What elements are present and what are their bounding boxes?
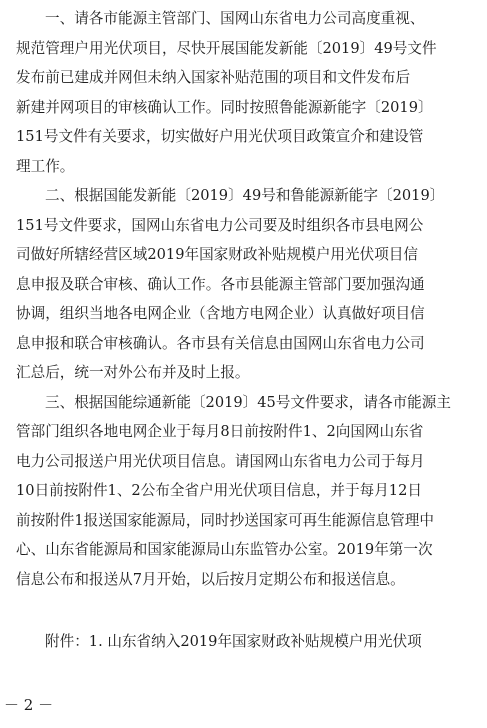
paragraph-1-line-6: 理工作。: [16, 158, 75, 175]
attachment-line: 附件：1. 山东省纳入2019年国家财政补贴规模户用光伏项: [45, 633, 422, 650]
paragraph-2-line-2: 151号文件要求，国网山东省电力公司要及时组织各市县电网公: [16, 217, 424, 234]
paragraph-3-line-4: 10日前按附件1、2公布全省户用光伏项目信息，并于每月12日: [16, 482, 422, 499]
paragraph-1-line-1: 一、请各市能源主管部门、国网山东省电力公司高度重视、: [45, 10, 425, 27]
paragraph-1-line-2: 规范管理户用光伏项目，尽快开展国能发新能〔2019〕49号文件: [16, 40, 437, 57]
paragraph-2-line-4: 息申报及联合审核、确认工作。各市县能源主管部门要加强沟通: [16, 276, 425, 293]
paragraph-3-line-5: 前按附件1报送国家能源局，同时抄送国家可再生能源信息管理中: [16, 512, 434, 529]
paragraph-2-line-3: 司做好所辖经营区域2019年国家财政补贴规模户用光伏项目信: [16, 246, 418, 263]
paragraph-3-line-2: 管部门组织各地电网企业于每月8日前按附件1、2向国网山东省: [16, 423, 424, 440]
paragraph-3-line-1: 三、根据国能综通新能〔2019〕45号文件要求，请各市能源主: [45, 394, 451, 411]
paragraph-1-line-3: 发布前已建成并网但未纳入国家补贴范围的项目和文件发布后: [16, 69, 411, 86]
paragraph-3-line-6: 心、山东省能源局和国家能源局山东监管办公室。2019年第一次: [16, 541, 433, 558]
page-number: － 2 －: [4, 696, 54, 714]
paragraph-3-line-7: 信息公布和报送从7月开始，以后按月定期公布和报送信息。: [16, 571, 405, 588]
paragraph-2-line-6: 息申报和联合审核确认。各市县有关信息由国网山东省电力公司: [16, 335, 425, 352]
paragraph-1-line-4: 新建并网项目的审核确认工作。同时按照鲁能源新能字〔2019〕: [16, 99, 433, 116]
paragraph-2-line-7: 汇总后，统一对外公布并及时上报。: [16, 364, 250, 381]
paragraph-3-line-3: 电力公司报送户用光伏项目信息。请国网山东省电力公司于每月: [16, 453, 425, 470]
paragraph-2-line-1: 二、根据国能发新能〔2019〕49号和鲁能源新能字〔2019〕: [45, 187, 445, 204]
paragraph-2-line-5: 协调，组织当地各电网企业（含地方电网企业）认真做好项目信: [16, 305, 425, 322]
paragraph-1-line-5: 151号文件有关要求，切实做好户用光伏项目政策宣介和建设管: [16, 128, 424, 145]
